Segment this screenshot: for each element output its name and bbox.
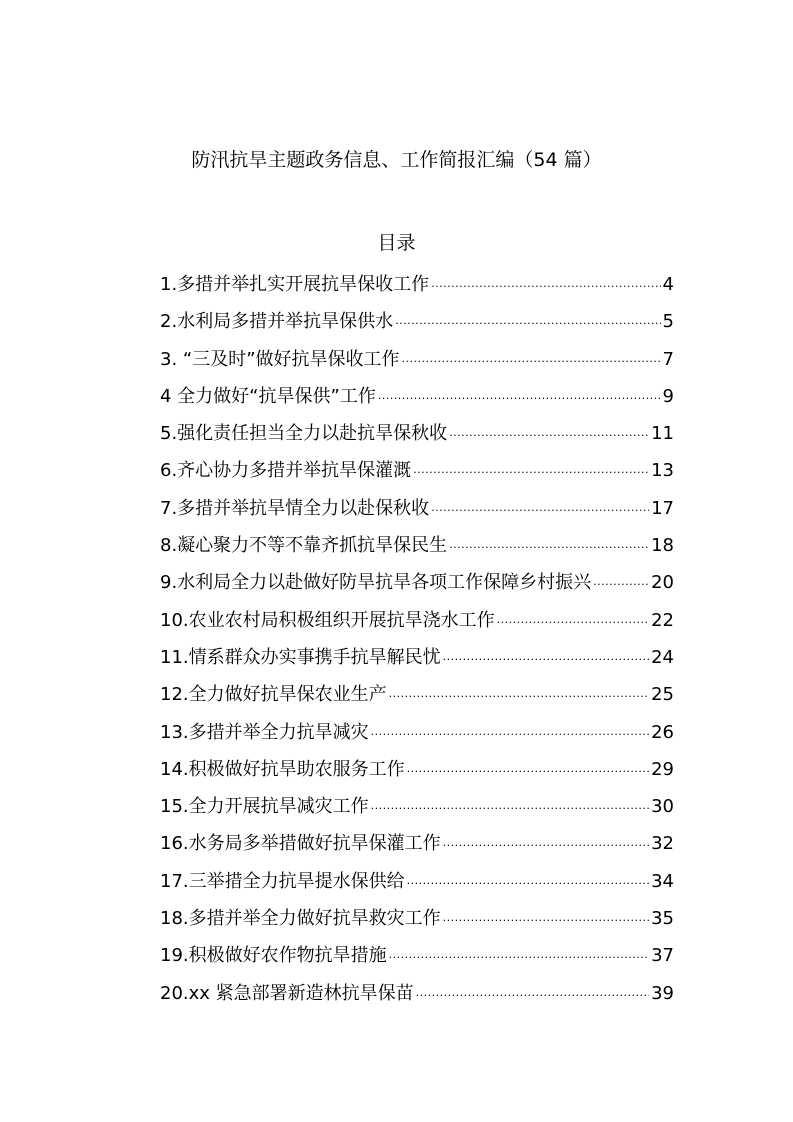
toc-dot-leader xyxy=(389,680,649,714)
toc-entry-label: 10.农业农村局积极组织开展抗旱浇水工作 xyxy=(160,609,495,631)
toc-entry-page: 39 xyxy=(651,982,674,1004)
table-of-contents xyxy=(160,268,674,1014)
document-title: 防汛抗旱主题政务信息、工作简报汇编（54 篇） xyxy=(191,149,602,171)
toc-entry[interactable] xyxy=(160,529,674,566)
toc-entry-label: 15.全力开展抗旱减灾工作 xyxy=(160,796,369,818)
toc-entry[interactable] xyxy=(160,790,674,827)
toc-entry[interactable] xyxy=(160,716,674,753)
toc-entry-page: 34 xyxy=(651,870,674,892)
toc-entry-page: 7 xyxy=(662,348,674,370)
toc-entry-page: 18 xyxy=(651,535,674,557)
toc-entry[interactable] xyxy=(160,641,674,678)
toc-entry-page: 37 xyxy=(651,945,674,967)
toc-entry[interactable] xyxy=(160,492,674,529)
toc-entry-label: 4 全力做好“抗旱保供”工作 xyxy=(160,385,376,407)
toc-entry[interactable] xyxy=(160,902,674,939)
toc-entry[interactable] xyxy=(160,454,674,491)
toc-dot-leader xyxy=(431,270,660,304)
toc-entry-label: 14.积极做好抗旱助农服务工作 xyxy=(160,758,405,780)
toc-dot-leader xyxy=(378,382,661,416)
toc-entry-label: 5.强化责任担当全力以赴抗旱保秋收 xyxy=(160,423,448,445)
toc-entry-page: 11 xyxy=(651,423,674,445)
toc-entry-label: 20.xx 紧急部署新造林抗旱保苗 xyxy=(160,982,414,1004)
toc-dot-leader xyxy=(443,829,649,863)
toc-entry[interactable] xyxy=(160,604,674,641)
toc-dot-leader xyxy=(371,718,649,752)
toc-entry-page: 5 xyxy=(662,311,674,333)
toc-dot-leader xyxy=(407,867,649,901)
toc-entry-label: 6.齐心协力多措并举抗旱保灌溉 xyxy=(160,460,412,482)
toc-entry-page: 25 xyxy=(651,684,674,706)
toc-entry[interactable] xyxy=(160,566,674,603)
toc-entry-page: 22 xyxy=(651,609,674,631)
toc-entry-page: 29 xyxy=(651,758,674,780)
toc-entry-page: 9 xyxy=(662,385,674,407)
toc-entry[interactable] xyxy=(160,417,674,454)
toc-dot-leader xyxy=(395,307,660,341)
toc-entry[interactable] xyxy=(160,865,674,902)
toc-entry-page: 13 xyxy=(651,460,674,482)
toc-entry-label: 18.多措并举全力做好抗旱救灾工作 xyxy=(160,908,441,930)
toc-dot-leader xyxy=(371,792,649,826)
toc-dot-leader xyxy=(402,345,661,379)
toc-entry[interactable] xyxy=(160,305,674,342)
toc-entry-page: 35 xyxy=(651,908,674,930)
toc-entry-label: 16.水务局多举措做好抗旱保灌工作 xyxy=(160,833,441,855)
toc-entry[interactable] xyxy=(160,343,674,380)
toc-dot-leader xyxy=(389,941,649,975)
toc-dot-leader xyxy=(407,755,649,789)
toc-heading: 目录 xyxy=(377,232,416,254)
toc-dot-leader xyxy=(413,456,649,490)
toc-entry-label: 13.多措并举全力抗旱减灾 xyxy=(160,721,369,743)
toc-entry-page: 4 xyxy=(662,274,674,295)
toc-entry-label: 9.水利局全力以赴做好防旱抗旱各项工作保障乡村振兴 xyxy=(160,572,592,594)
toc-entry[interactable] xyxy=(160,827,674,864)
toc-dot-leader xyxy=(443,904,649,938)
toc-dot-leader xyxy=(497,606,649,640)
toc-entry-page: 17 xyxy=(651,497,674,519)
toc-dot-leader xyxy=(431,494,649,528)
toc-entry-label: 3. “三及时”做好抗旱保收工作 xyxy=(160,348,400,370)
toc-dot-leader xyxy=(443,643,649,677)
toc-entry-page: 30 xyxy=(651,796,674,818)
toc-entry[interactable] xyxy=(160,977,674,1014)
toc-dot-leader xyxy=(416,979,649,1013)
toc-entry-page: 26 xyxy=(651,721,674,743)
toc-dot-leader xyxy=(449,531,649,565)
toc-dot-leader xyxy=(593,568,649,602)
toc-dot-leader xyxy=(449,419,649,453)
toc-entry[interactable] xyxy=(160,678,674,715)
toc-entry-label: 2.水利局多措并举抗旱保供水 xyxy=(160,311,394,333)
toc-entry[interactable] xyxy=(160,939,674,976)
toc-entry-label: 17.三举措全力抗旱提水保供给 xyxy=(160,870,405,892)
toc-entry[interactable] xyxy=(160,753,674,790)
toc-entry-label: 11.情系群众办实事携手抗旱解民忧 xyxy=(160,646,441,668)
toc-entry[interactable] xyxy=(160,380,674,417)
toc-entry-label: 19.积极做好农作物抗旱措施 xyxy=(160,945,387,967)
toc-entry-label: 12.全力做好抗旱保农业生产 xyxy=(160,684,387,706)
toc-entry-label: 8.凝心聚力不等不靠齐抓抗旱保民生 xyxy=(160,535,448,557)
toc-entry-page: 20 xyxy=(651,572,674,594)
toc-entry-label: 1.多措并举扎实开展抗旱保收工作 xyxy=(160,274,430,295)
toc-entry-label: 7.多措并举抗旱情全力以赴保秋收 xyxy=(160,497,430,519)
toc-entry-page: 32 xyxy=(651,833,674,855)
toc-entry[interactable] xyxy=(160,268,674,305)
toc-entry-page: 24 xyxy=(651,646,674,668)
